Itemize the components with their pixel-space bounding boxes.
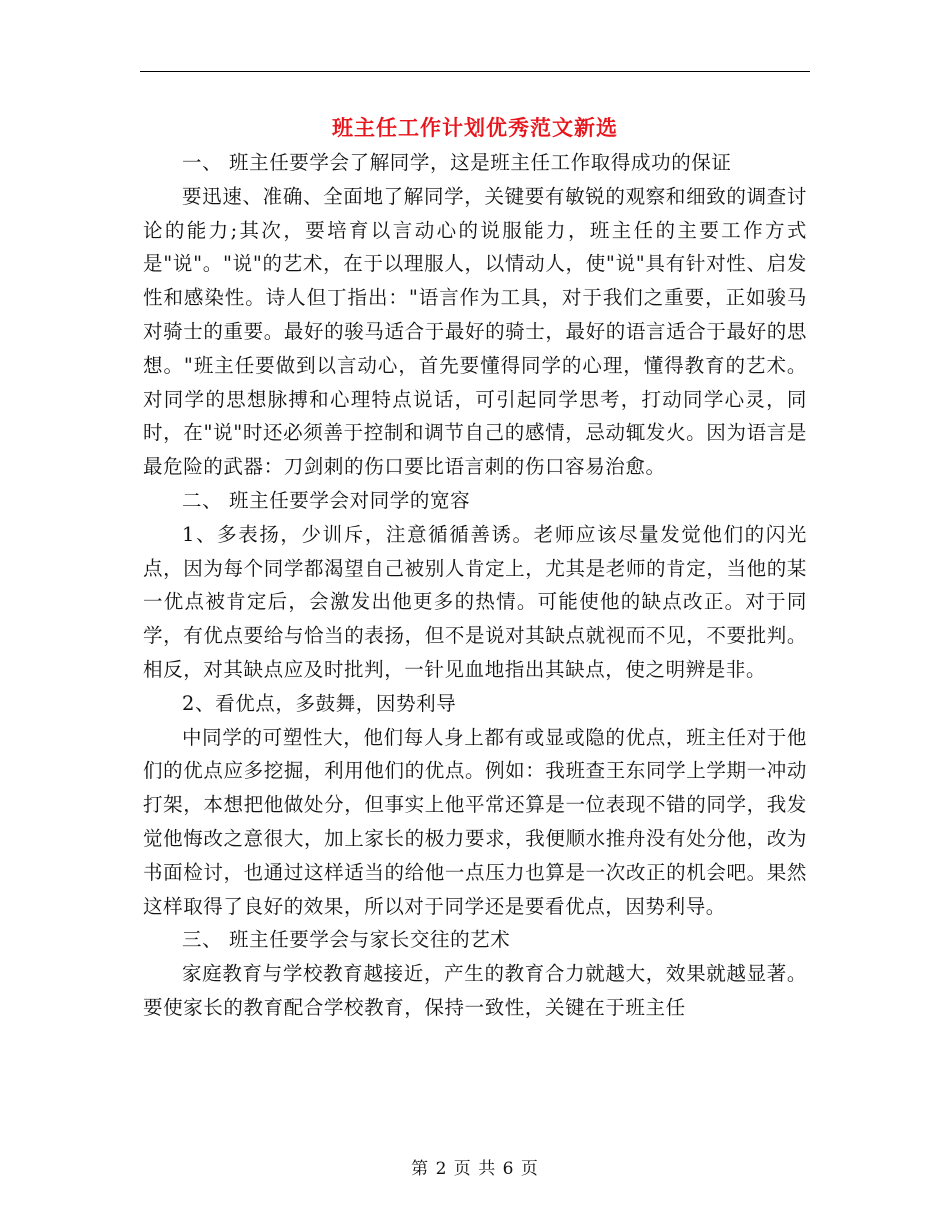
section-heading: 一、 班主任要学会了解同学，这是班主任工作取得成功的保证 (182, 151, 732, 174)
paragraph: 要迅速、准确、全面地了解同学，关键要有敏锐的观察和细致的调查讨论的能力;其次，要培育以言动心的说服能力，班主任的主要工作方式是"说"。"说"的艺术，在于以理服人，以情动人，使"说"具有针对性、启发性和感染性。诗人但丁指出："语言作为工具，对于我们之重要，正如骏马对骑士的重要。最好的骏马适合于最好的骑士，最好的语言适合于最好的思想。"班主任要做到以言动心，首先要懂得同学的心理，懂得教育的艺术。对同学的思想脉搏和心理特点说话，可引起同学思考，打动同学心灵，同时，在"说"时还必须善于控制和调节自己的感情，忌动辄发火。因为语言是最危险的武器：刀剑刺的伤口要比语言刺的伤口容易治愈。 (143, 184, 807, 479)
document-body (143, 146, 807, 1025)
paragraph: 家庭教育与学校教育越接近，产生的教育合力就越大，效果就越显著。要使家长的教育配合学校教育，保持一致性，关键在于班主任 (143, 962, 807, 1019)
subsection-heading: 2、看优点，多鼓舞，因势利导 (182, 691, 457, 715)
header-rule (140, 71, 810, 72)
page-footer: 第 2 页 共 6 页 (411, 1159, 539, 1179)
document-title: 班主任工作计划优秀范文新选 (332, 115, 618, 140)
section-heading: 二、 班主任要学会对同学的宽容 (182, 488, 471, 512)
paragraph: 1、多表扬，少训斥，注意循循善诱。老师应该尽量发觉他们的闪光点，因为每个同学都渴望自己被别人肯定上，尤其是老师的肯定，当他的某一优点被肯定后，会激发出他更多的热情。可能使他的缺点改正。对于同学，有优点要给与恰当的表扬，但不是说对其缺点就视而不见，不要批判。相反，对其缺点应及时批判，一针见血地指出其缺点，使之明辨是非。 (143, 522, 807, 681)
section-heading: 三、 班主任要学会与家长交往的艺术 (182, 928, 511, 952)
paragraph: 中同学的可塑性大，他们每人身上都有或显或隐的优点，班主任对于他们的优点应多挖掘，利用他们的优点。例如：我班查王东同学上学期一冲动打架，本想把他做处分，但事实上他平常还算是一位表现不错的同学，我发觉他悔改之意很大，加上家长的极力要求，我便顺水推舟没有处分他，改为书面检讨，也通过这样适当的给他一点压力也算是一次改正的机会吧。果然这样取得了良好的效果，所以对于同学还是要看优点，因势利导。 (143, 725, 807, 918)
